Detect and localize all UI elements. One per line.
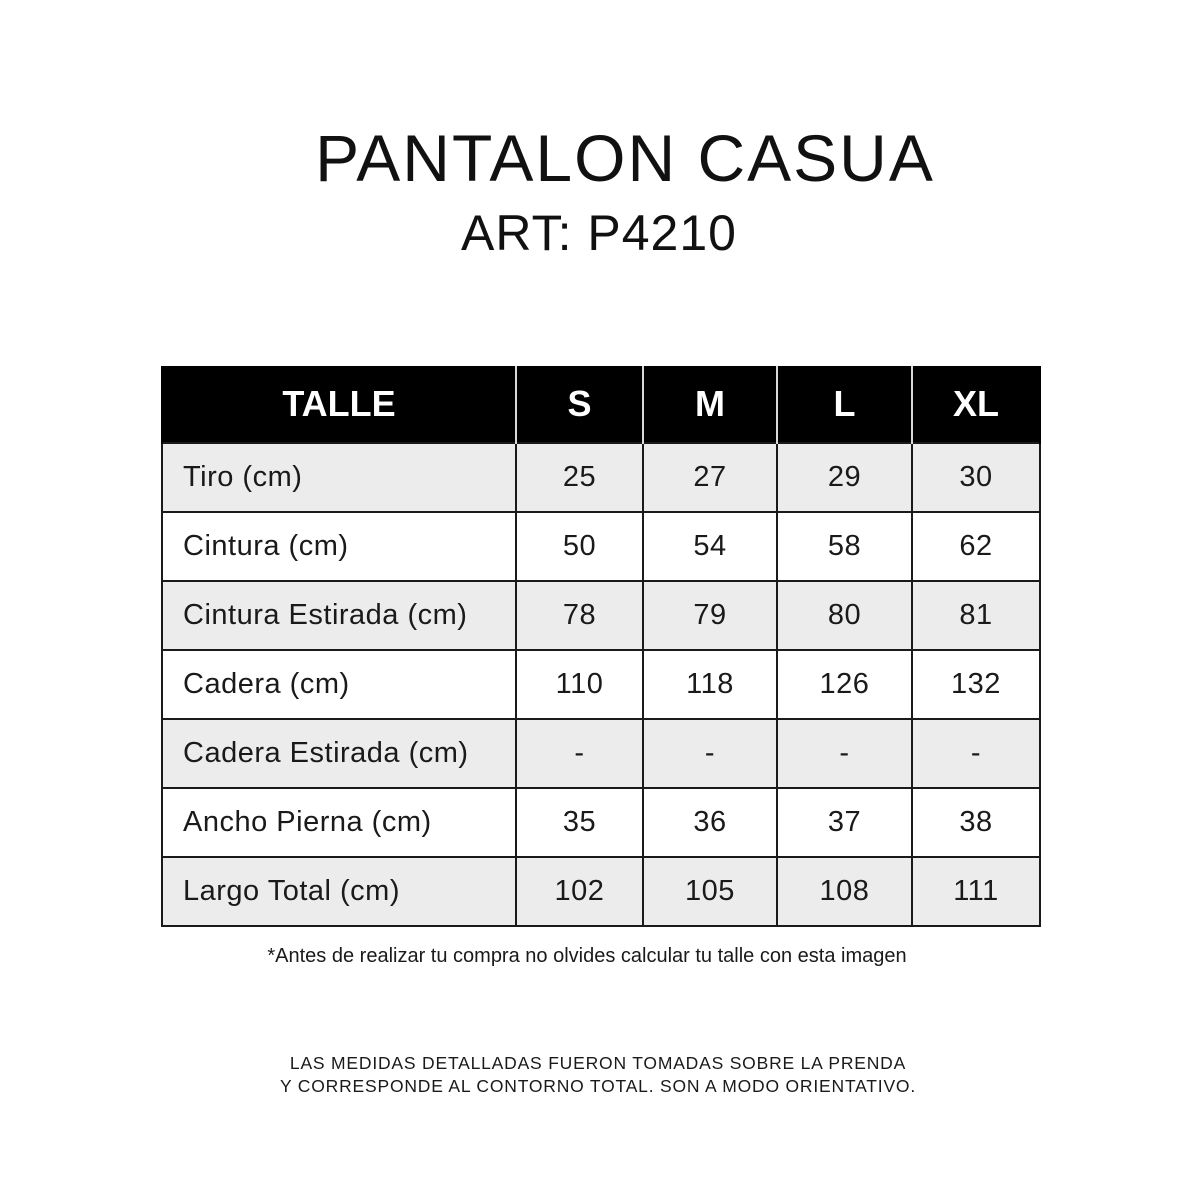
cell-value: 54 <box>643 512 777 581</box>
row-label: Cintura Estirada (cm) <box>162 581 516 650</box>
cell-value: 132 <box>912 650 1040 719</box>
purchase-note: *Antes de realizar tu compra no olvides calcular tu talle con esta imagen <box>267 945 907 967</box>
cell-value: 36 <box>643 788 777 857</box>
cell-value: 105 <box>643 857 777 926</box>
cell-value: - <box>912 719 1040 788</box>
cell-value: 37 <box>777 788 912 857</box>
table-row <box>162 857 1040 926</box>
size-chart-table <box>161 366 1041 927</box>
column-header-l: L <box>777 366 912 443</box>
cell-value: 111 <box>912 857 1040 926</box>
cell-value: 78 <box>516 581 643 650</box>
row-label: Largo Total (cm) <box>162 857 516 926</box>
cell-value: 29 <box>777 443 912 512</box>
cell-value: 58 <box>777 512 912 581</box>
table-header-row <box>162 366 1040 443</box>
cell-value: 110 <box>516 650 643 719</box>
page-title: PANTALON CASUA <box>315 121 935 195</box>
disclaimer-line: Y CORRESPONDE AL CONTORNO TOTAL. SON A MODO ORIENTATIVO. <box>279 1076 917 1096</box>
row-label: Ancho Pierna (cm) <box>162 788 516 857</box>
table-row <box>162 512 1040 581</box>
row-label: Tiro (cm) <box>162 443 516 512</box>
cell-value: 102 <box>516 857 643 926</box>
cell-value: 126 <box>777 650 912 719</box>
cell-value: 79 <box>643 581 777 650</box>
column-header-xl: XL <box>912 366 1040 443</box>
cell-value: 30 <box>912 443 1040 512</box>
measurement-disclaimer <box>0 1052 1196 1098</box>
table-row <box>162 650 1040 719</box>
cell-value: - <box>516 719 643 788</box>
cell-value: 108 <box>777 857 912 926</box>
cell-value: 27 <box>643 443 777 512</box>
disclaimer-line: LAS MEDIDAS DETALLADAS FUERON TOMADAS SOBRE LA PRENDA <box>289 1053 907 1073</box>
cell-value: 62 <box>912 512 1040 581</box>
cell-value: 35 <box>516 788 643 857</box>
column-header-m: M <box>643 366 777 443</box>
cell-value: 38 <box>912 788 1040 857</box>
cell-value: - <box>777 719 912 788</box>
article-number: ART: P4210 <box>461 205 737 261</box>
cell-value: 118 <box>643 650 777 719</box>
row-label: Cintura (cm) <box>162 512 516 581</box>
table-row <box>162 788 1040 857</box>
row-label: Cadera (cm) <box>162 650 516 719</box>
table-row <box>162 719 1040 788</box>
column-header-s: S <box>516 366 643 443</box>
column-header-talle: TALLE <box>162 366 516 443</box>
cell-value: - <box>643 719 777 788</box>
table-row <box>162 443 1040 512</box>
cell-value: 50 <box>516 512 643 581</box>
row-label: Cadera Estirada (cm) <box>162 719 516 788</box>
cell-value: 80 <box>777 581 912 650</box>
cell-value: 81 <box>912 581 1040 650</box>
table-row <box>162 581 1040 650</box>
cell-value: 25 <box>516 443 643 512</box>
